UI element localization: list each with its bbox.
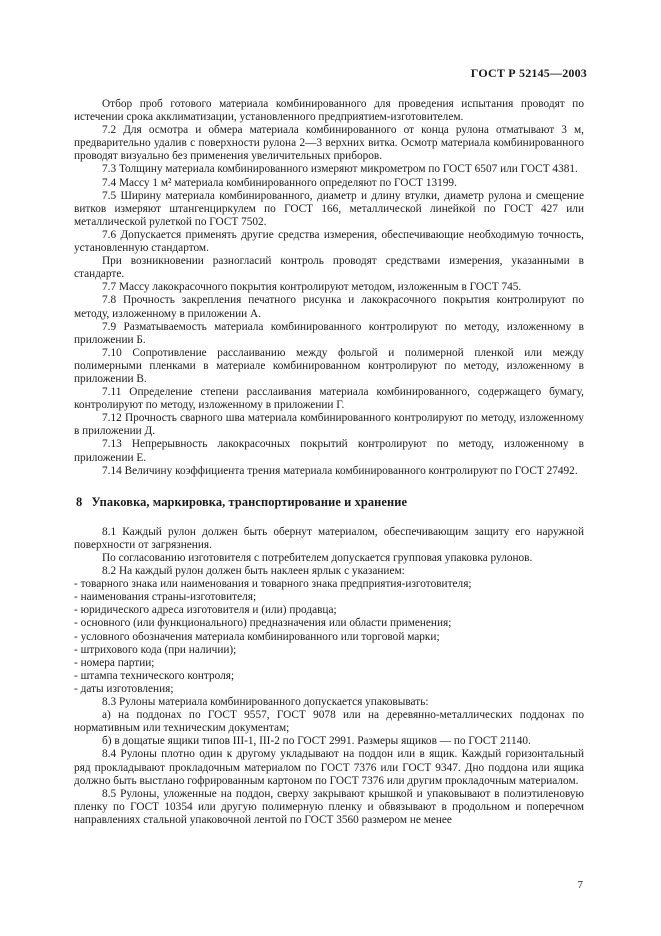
list-item: - штрихового кода (при наличии);	[74, 643, 237, 656]
document-body	[74, 98, 584, 827]
label-requirements-list	[74, 578, 584, 696]
paragraph: 7.10 Сопротивление расслаиванию между фольгой и полимерной пленкой или между полимерными пленками в материале комбинированном контролируют по методу, изложенному в приложении В.	[74, 346, 584, 385]
section-8-title: Упаковка, маркировка, транспортирование и хранение	[91, 494, 408, 509]
paragraph: 7.2 Для осмотра и обмера материала комбинированного от конца рулона отматывают 3 м, предварительно удалив с поверхности рулона 2—3 верхних витка. Осмотр материала комбинированного проводят визуально без применения увеличительных приборов.	[74, 124, 584, 163]
paragraph: 7.11 Определение степени расслаивания материала комбинированного, содержащего бумагу, контролируют по методу, изложенному в приложении Г.	[74, 386, 584, 412]
paragraph: а) на поддонах по ГОСТ 9557, ГОСТ 9078 или на деревянно-металлических поддонах по нормативным или техническим документам;	[74, 709, 584, 735]
list-item: - номера партии;	[74, 656, 155, 669]
list-item: - основного (или функционального) предназначения или области применения;	[74, 617, 452, 630]
paragraph: 7.3 Толщину материала комбинированного измеряют микрометром по ГОСТ 6507 или ГОСТ 4381.	[102, 163, 578, 176]
paragraph: 7.6 Допускается применять другие средства измерения, обеспечивающие необходимую точность, установленную стандартом.	[74, 228, 584, 255]
paragraph: Отбор проб готового материала комбинированного для проведения испытания проводят по истечении срока акклиматизации, установленного предприятием-изготовителем.	[74, 98, 584, 124]
section-7-text	[74, 98, 584, 478]
paragraph: 7.13 Непрерывность лакокрасочных покрытий контролируют по методу, изложенному в приложении Е.	[74, 438, 584, 464]
paragraph: 8.2 На каждый рулон должен быть наклеен ярлык с указанием:	[102, 565, 405, 578]
list-item: - товарного знака или наименования и товарного знака предприятия-изготовителя;	[74, 578, 472, 591]
paragraph: 8.3 Рулоны материала комбинированного допускается упаковывать:	[102, 696, 429, 709]
paragraph: 7.5 Ширину материала комбинированного, диаметр и длину втулки, диаметр рулона и смещение витков измеряют штангенциркулем по ГОСТ 166, металлической линейкой по ГОСТ 427 или металлической рулеткой по ГОСТ 7502.	[74, 189, 584, 228]
paragraph: 8.4 Рулоны плотно один к другому укладывают на поддон или в ящик. Каждый горизонтальный ряд прокладывают прокладочным материалом по ГОСТ 7376 или ГОСТ 9347. Дно поддона или ящика должно быть выстлано гофрированным картоном по ГОСТ 7376 или другим прокладочным материалом.	[74, 748, 584, 787]
section-8-heading	[74, 496, 584, 509]
paragraph: б) в дощатые ящики типов III-1, III-2 по ГОСТ 2991. Размеры ящиков — по ГОСТ 21140.	[102, 735, 531, 748]
paragraph: При возникновении разногласий контроль проводят средствами измерения, указанными в стандарте.	[74, 255, 584, 281]
list-item: - условного обозначения материала комбинированного или торговой марки;	[74, 630, 440, 643]
paragraph: 7.4 Массу 1 м² материала комбинированного определяют по ГОСТ 13199.	[102, 176, 457, 189]
paragraph: 8.5 Рулоны, уложенные на поддон, сверху закрывают крышкой и упаковывают в полиэтиленовую пленку по ГОСТ 10354 или другую полимерную пленку и обвязывают в продольном и поперечном направлениях стальной упаковочной лентой по ГОСТ 3560 размером не менее	[74, 787, 584, 826]
document-header: ГОСТ Р 52145—2003	[470, 66, 587, 80]
section-8-packing-text	[74, 696, 584, 827]
paragraph: По согласованию изготовителя с потребителем допускается групповая упаковка рулонов.	[102, 552, 533, 564]
section-8-number: 8	[76, 494, 83, 509]
list-item: - даты изготовления;	[74, 682, 174, 695]
section-8-intro-text	[74, 526, 584, 578]
list-item: - наименования страны-изготовителя;	[74, 591, 257, 604]
paragraph: 7.7 Массу лакокрасочного покрытия контролируют методом, изложенным в ГОСТ 745.	[102, 281, 522, 294]
list-item: - юридического адреса изготовителя и (или) продавца;	[74, 604, 337, 617]
paragraph: 7.14 Величину коэффициента трения материала комбинированного контролируют по ГОСТ 27492.	[102, 464, 578, 477]
page-number: 7	[577, 879, 583, 891]
paragraph: 7.9 Разматываемость материала комбинированного контролируют по методу, изложенному в приложении Б.	[74, 320, 584, 346]
paragraph: 7.12 Прочность сварного шва материала комбинированного контролируют по методу, изложенному в приложении Д.	[74, 412, 584, 438]
paragraph: 8.1 Каждый рулон должен быть обернут материалом, обеспечивающим защиту его наружной поверхности от загрязнения.	[74, 525, 584, 551]
paragraph: 7.8 Прочность закрепления печатного рисунка и лакокрасочного покрытия контролируют по методу, изложенному в приложении А.	[74, 294, 584, 320]
list-item: - штампа технического контроля;	[74, 669, 235, 682]
